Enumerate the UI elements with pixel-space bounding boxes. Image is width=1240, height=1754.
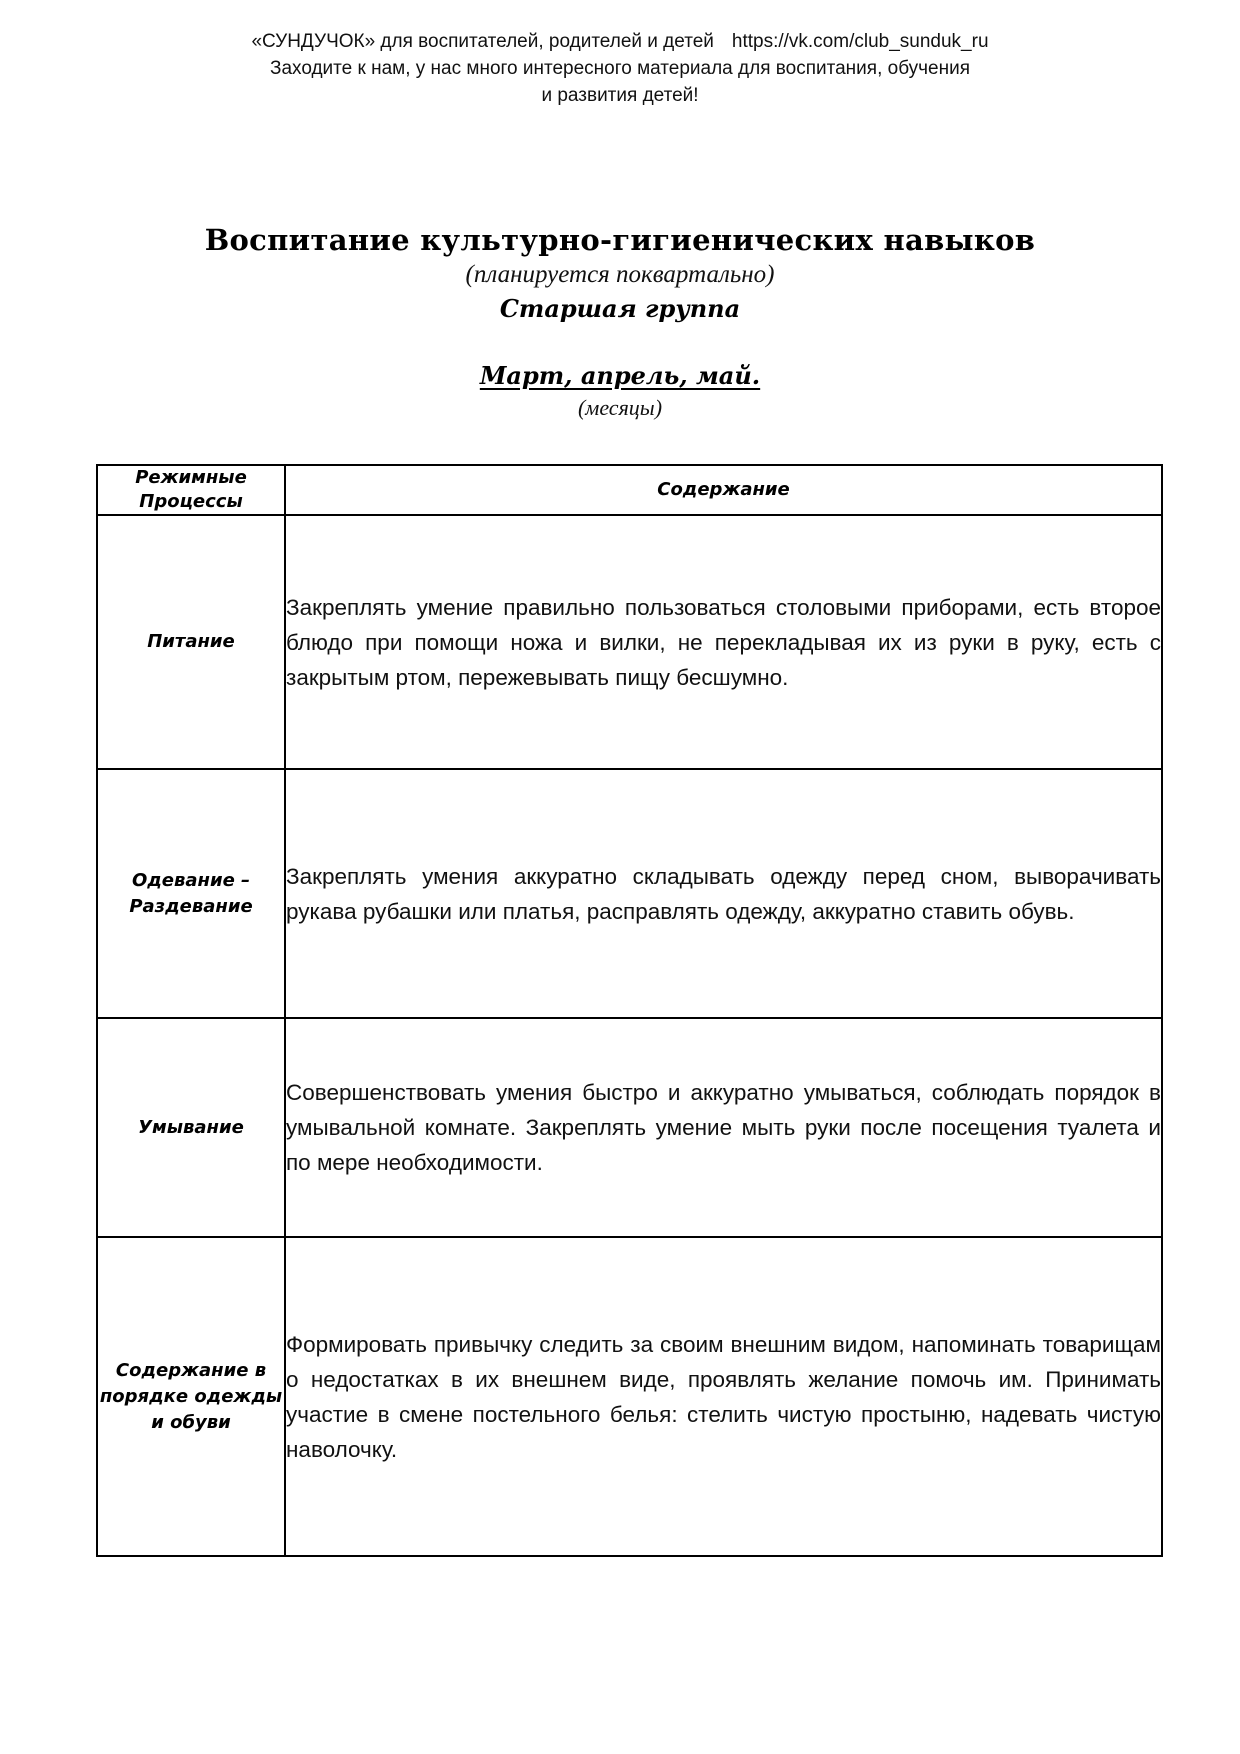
process-content <box>285 515 1162 769</box>
process-name: Одевание – Раздевание <box>97 769 285 1018</box>
process-content <box>285 1237 1162 1556</box>
content-text: Закреплять умение правильно пользоваться столовыми приборами, есть второе блюдо при помощи ножа и вилки, не перекладывая их из руки в руку, есть с закрытым ртом, пережевывать пищу бесшумно. <box>286 594 1161 690</box>
process-name: Умывание <box>97 1018 285 1237</box>
column-header-content: Содержание <box>285 465 1162 515</box>
content-text: Совершенствовать умения быстро и аккуратно умываться, соблюдать порядок в умывальной комнате. Закреплять умение мыть руки после посещения туалета и по мере необходимости. <box>286 1080 1161 1175</box>
promo-line-2: Заходите к нам, у нас много интересного материала для воспитания, обучения <box>269 58 971 79</box>
content-text: Формировать привычку следить за своим внешним видом, напоминать товарищам о недостатках в их внешнем виде, проявлять желание помочь им. Принимать участие в смене постельного белья: стелить чистую простыню, надевать чистую наволочку. <box>286 1331 1161 1462</box>
process-name: Содержание в порядке одежды и обуви <box>97 1237 285 1556</box>
page-title: Воспитание культурно-гигиенических навыков <box>204 223 1036 257</box>
table-row <box>97 769 1162 1018</box>
table-row <box>97 1237 1162 1556</box>
promo-line-1 <box>0 28 1240 55</box>
promo-text: «СУНДУЧОК» для воспитателей, родителей и детей <box>251 31 714 52</box>
planning-note: (планируется поквартально) <box>465 261 775 288</box>
process-name: Питание <box>97 515 285 769</box>
table-row <box>97 1018 1162 1237</box>
group-name: Старшая группа <box>499 294 741 323</box>
months-note: (месяцы) <box>577 395 663 420</box>
content-text: Закреплять умения аккуратно складывать одежду перед сном, выворачивать рукава рубашки или платья, расправлять одежду, аккуратно ставить обувь. <box>286 863 1161 924</box>
column-header-processes: Режимные Процессы <box>97 465 285 515</box>
process-content <box>285 769 1162 1018</box>
table-row <box>97 515 1162 769</box>
promo-line-3: и развития детей! <box>541 85 699 106</box>
promo-url-link[interactable]: https://vk.com/club_sunduk_ru <box>731 31 989 52</box>
months-heading: Март, апрель, май. <box>479 361 761 390</box>
table-header-row <box>97 465 1162 515</box>
process-content <box>285 1018 1162 1237</box>
title-block <box>0 222 1240 423</box>
promo-header <box>0 28 1240 109</box>
plan-table <box>96 464 1163 1557</box>
